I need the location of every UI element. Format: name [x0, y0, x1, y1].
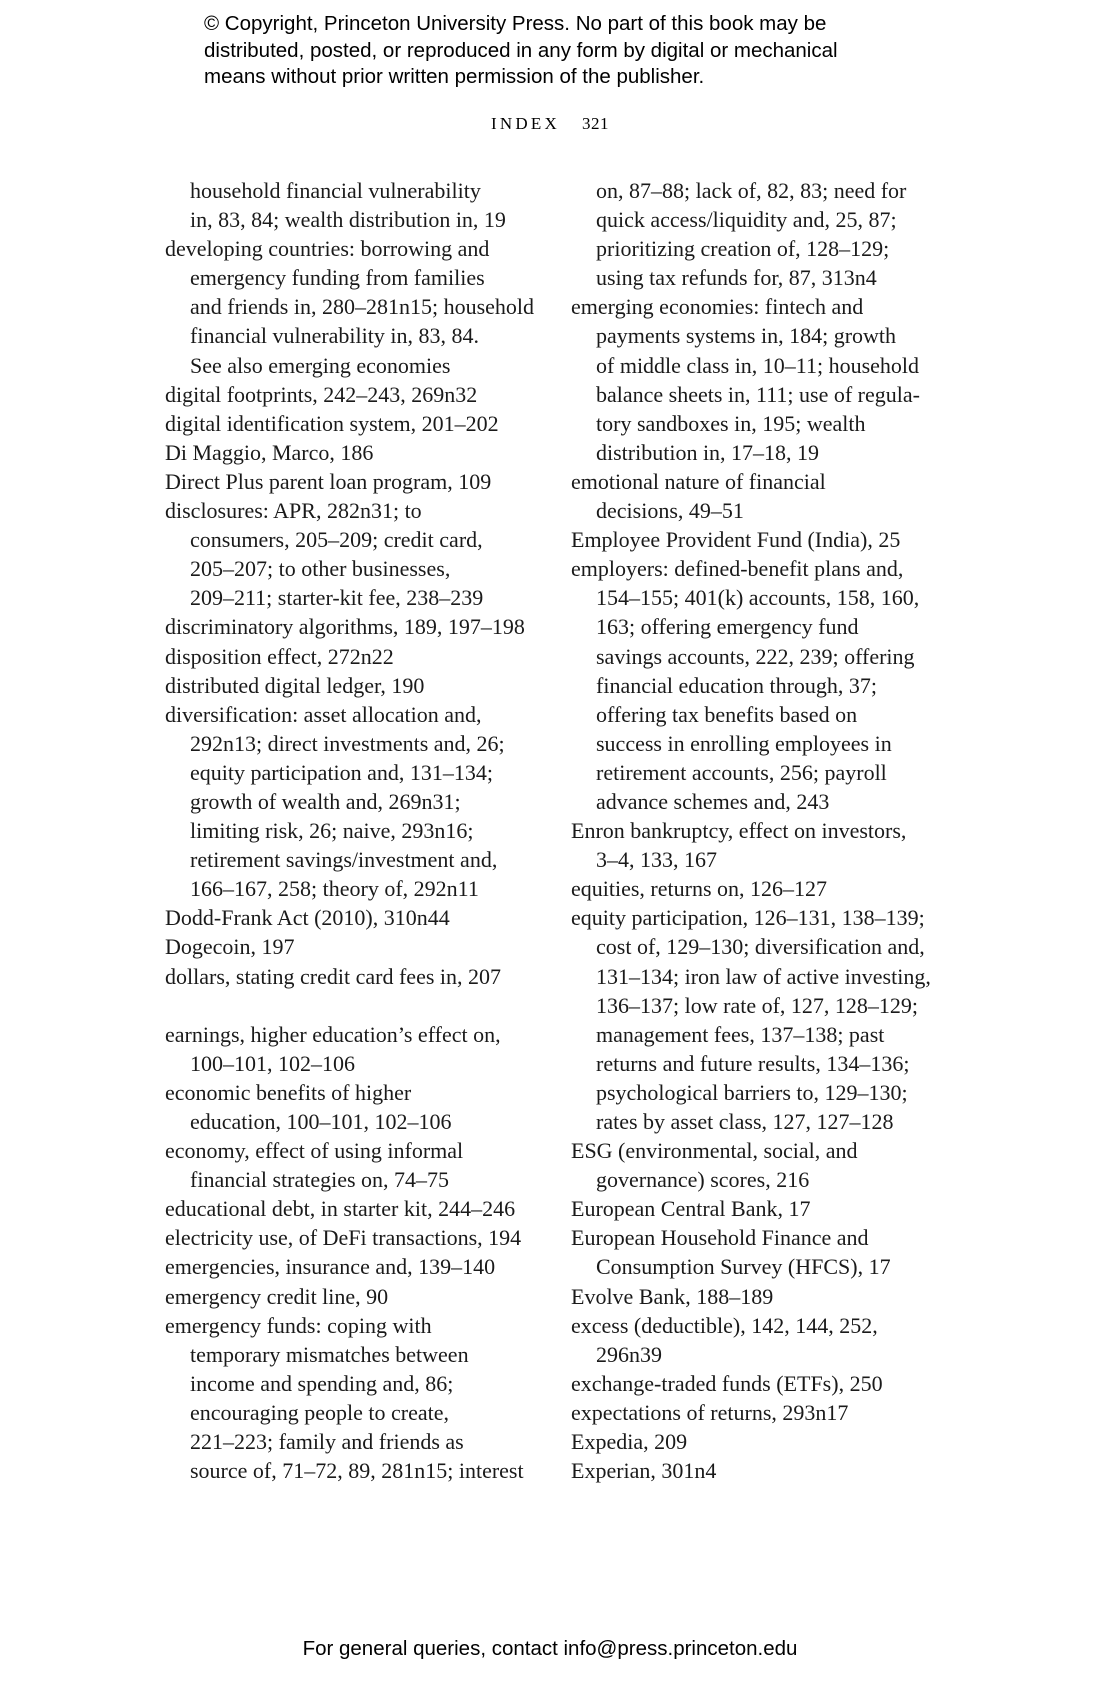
- index-entry: employers: defined-benefit plans and,: [571, 556, 904, 582]
- index-entry-continuation: decisions, 49–51: [596, 498, 744, 524]
- index-entry-continuation: limiting risk, 26; naive, 293n16;: [190, 818, 474, 844]
- index-entry: dollars, stating credit card fees in, 207: [165, 963, 502, 989]
- index-entry-continuation: and friends in, 280–281n15; household: [190, 294, 535, 320]
- index-entry: ESG (environmental, social, and: [571, 1138, 858, 1164]
- index-entry-continuation: psychological barriers to, 129–130;: [596, 1079, 908, 1105]
- index-entry-continuation: income and spending and, 86;: [190, 1370, 454, 1396]
- index-entry: excess (deductible), 142, 144, 252,: [571, 1312, 878, 1338]
- index-entry-continuation: of middle class in, 10–11; household: [596, 352, 920, 378]
- index-entry-continuation: Consumption Survey (HFCS), 17: [596, 1254, 891, 1280]
- index-entry: emergencies, insurance and, 139–140: [165, 1254, 496, 1280]
- page-number: 321: [581, 114, 609, 133]
- index-entry-continuation: 136–137; low rate of, 127, 128–129;: [596, 992, 919, 1018]
- index-entry-continuation: on, 87–88; lack of, 82, 83; need for: [596, 178, 907, 203]
- index-entry-continuation: consumers, 205–209; credit card,: [190, 527, 483, 553]
- index-entry-continuation: 131–134; iron law of active investing,: [596, 963, 931, 989]
- index-entry: electricity use, of DeFi transactions, 194: [165, 1225, 522, 1251]
- running-head: [0, 114, 1100, 134]
- index-entry: economic benefits of higher: [165, 1079, 412, 1105]
- letter-group-gap: [165, 991, 535, 1020]
- footer-contact: For general queries, contact info@press.princeton.edu: [302, 1637, 798, 1660]
- index-entry-continuation: financial education through, 37;: [596, 672, 878, 698]
- index-entry-continuation: temporary mismatches between: [190, 1341, 469, 1367]
- index-entry-continuation: retirement savings/investment and,: [190, 847, 498, 873]
- index-entry-continuation: household financial vulnerability: [190, 178, 481, 203]
- index-entry-continuation: cost of, 129–130; diversification and,: [596, 934, 925, 960]
- index-entry-continuation: using tax refunds for, 87, 313n4: [596, 265, 877, 291]
- index-entry: discriminatory algorithms, 189, 197–198: [165, 614, 525, 640]
- index-entry-continuation: tory sandboxes in, 195; wealth: [596, 410, 866, 436]
- index-entry-continuation: distribution in, 17–18, 19: [596, 439, 820, 465]
- index-entry-continuation: source of, 71–72, 89, 281n15; interest: [190, 1458, 524, 1484]
- index-entry: developing countries: borrowing and: [165, 236, 490, 262]
- index-entry: equity participation, 126–131, 138–139;: [571, 905, 925, 931]
- index-entry-continuation: in, 83, 84; wealth distribution in, 19: [190, 207, 506, 233]
- index-entry-continuation: offering tax benefits based on: [596, 701, 858, 727]
- index-entry: Experian, 301n4: [571, 1458, 717, 1484]
- index-entry-continuation: education, 100–101, 102–106: [190, 1109, 452, 1134]
- index-entry: disclosures: APR, 282n31; to: [165, 498, 422, 524]
- index-entry-continuation: management fees, 137–138; past: [596, 1021, 885, 1047]
- index-entry: Dodd-Frank Act (2010), 310n44: [165, 905, 450, 931]
- index-entry-continuation: 205–207; to other businesses,: [190, 556, 451, 582]
- index-entry: emergency funds: coping with: [165, 1312, 432, 1338]
- index-entry: earnings, higher education’s effect on,: [165, 1021, 501, 1047]
- index-entry-continuation: financial vulnerability in, 83, 84.: [190, 323, 479, 349]
- index-entry-continuation: success in enrolling employees in: [596, 730, 892, 756]
- index-entry: Expedia, 209: [571, 1429, 688, 1455]
- index-entry-continuation: prioritizing creation of, 128–129;: [596, 236, 890, 262]
- index-entry-continuation: 3–4, 133, 167: [596, 847, 717, 873]
- copyright-line: means without prior written permission of the publisher.: [204, 65, 705, 88]
- index-entry-continuation: 221–223; family and friends as: [190, 1429, 464, 1455]
- index-entry: Evolve Bank, 188–189: [571, 1283, 774, 1309]
- index-entry-continuation: 100–101, 102–106: [190, 1050, 355, 1076]
- index-entry-continuation: 154–155; 401(k) accounts, 158, 160,: [596, 585, 920, 611]
- index-entry-continuation: 296n39: [596, 1341, 662, 1367]
- index-entry: European Household Finance and: [571, 1225, 869, 1251]
- index-entry-continuation: encouraging people to create,: [190, 1399, 449, 1425]
- running-head-label: INDEX: [491, 114, 560, 133]
- index-entry-continuation: rates by asset class, 127, 127–128: [596, 1109, 894, 1134]
- index-entry-continuation: retirement accounts, 256; payroll: [596, 759, 887, 785]
- index-entry: disposition effect, 272n22: [165, 643, 394, 669]
- copyright-line: distributed, posted, or reproduced in any form by digital or mechanical: [204, 38, 838, 62]
- index-entry: expectations of returns, 293n17: [571, 1399, 849, 1425]
- index-entry: educational debt, in starter kit, 244–246: [165, 1196, 516, 1222]
- index-entry-continuation: 163; offering emergency fund: [596, 614, 859, 640]
- index-entry: distributed digital ledger, 190: [165, 672, 425, 698]
- index-entry: equities, returns on, 126–127: [571, 876, 828, 902]
- index-entry-continuation: 166–167, 258; theory of, 292n11: [190, 876, 479, 902]
- index-entry-continuation: balance sheets in, 111; use of regula-: [596, 381, 920, 407]
- index-entry: Dogecoin, 197: [165, 934, 295, 960]
- index-entry-continuation: returns and future results, 134–136;: [596, 1050, 910, 1076]
- index-entry: emerging economies: fintech and: [571, 294, 864, 320]
- index-entry-continuation: financial strategies on, 74–75: [190, 1167, 450, 1193]
- index-column-left: [165, 176, 535, 1485]
- index-entry-continuation: payments systems in, 184; growth: [596, 323, 897, 349]
- index-entry: digital identification system, 201–202: [165, 410, 499, 436]
- index-entry: economy, effect of using informal: [165, 1138, 464, 1164]
- index-entry: digital footprints, 242–243, 269n32: [165, 381, 478, 407]
- index-entry-continuation: emergency funding from families: [190, 265, 485, 291]
- index-entry: Enron bankruptcy, effect on investors,: [571, 818, 907, 844]
- index-entry: Employee Provident Fund (India), 25: [571, 527, 901, 553]
- copyright-notice: [204, 11, 924, 91]
- index-entry: diversification: asset allocation and,: [165, 701, 482, 727]
- index-entry-continuation: 209–211; starter-kit fee, 238–239: [190, 585, 484, 611]
- index-entry-continuation: quick access/liquidity and, 25, 87;: [596, 207, 897, 233]
- index-entry-continuation: equity participation and, 131–134;: [190, 759, 494, 785]
- index-entry-continuation: See also emerging economies: [190, 352, 451, 378]
- index-column-right: [571, 176, 941, 1485]
- index-entry-continuation: advance schemes and, 243: [596, 788, 830, 814]
- copyright-line: © Copyright, Princeton University Press. No part of this book may be: [204, 12, 827, 35]
- index-entry: emotional nature of financial: [571, 468, 826, 494]
- index-entry-continuation: growth of wealth and, 269n31;: [190, 788, 461, 814]
- index-entry: European Central Bank, 17: [571, 1196, 811, 1222]
- index-entry-continuation: 292n13; direct investments and, 26;: [190, 730, 505, 756]
- index-entry: emergency credit line, 90: [165, 1283, 389, 1309]
- index-entry-continuation: savings accounts, 222, 239; offering: [596, 643, 915, 669]
- index-entry-continuation: governance) scores, 216: [596, 1167, 810, 1193]
- index-entry: Di Maggio, Marco, 186: [165, 439, 374, 465]
- index-entry: Direct Plus parent loan program, 109: [165, 468, 492, 494]
- index-entry: exchange-traded funds (ETFs), 250: [571, 1370, 883, 1396]
